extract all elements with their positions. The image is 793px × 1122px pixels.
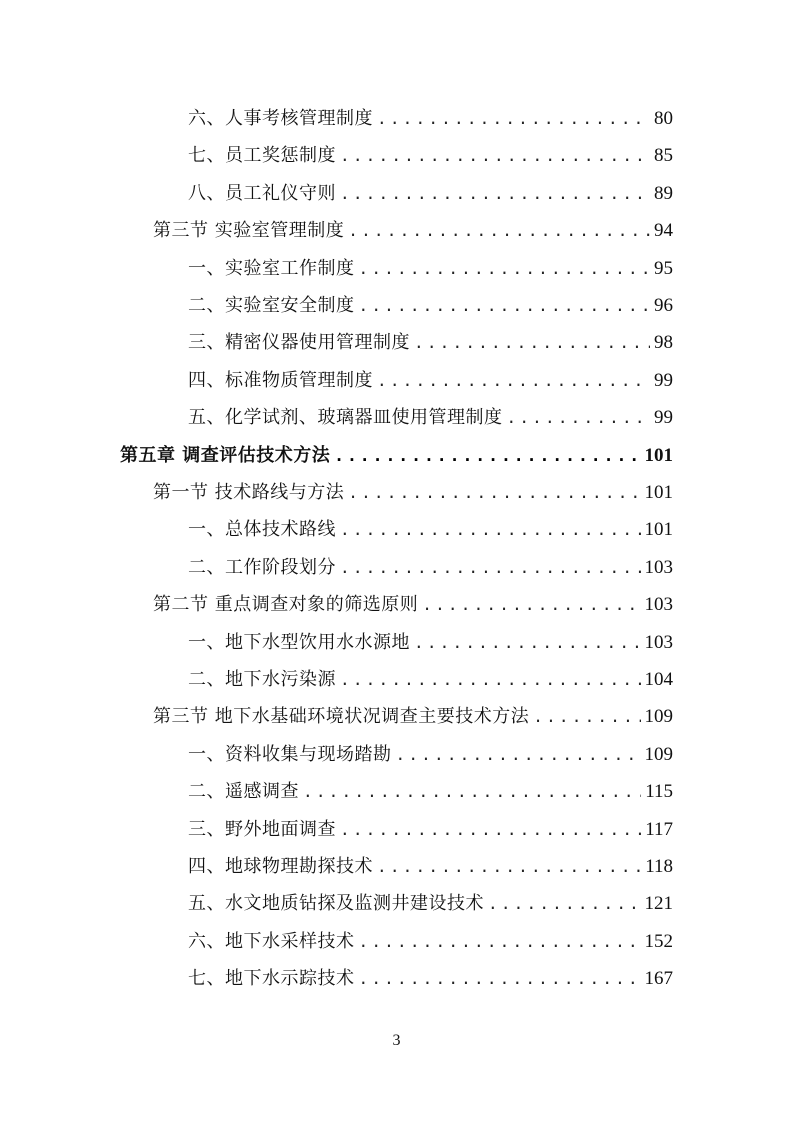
toc-entry-item[interactable]	[188, 250, 673, 287]
toc-entry-title: 二、地下水污染源	[188, 669, 336, 690]
toc-entry-item[interactable]	[188, 624, 673, 661]
toc-entry-title: 四、地球物理勘探技术	[188, 856, 373, 877]
toc-entry-page-number: 103	[644, 631, 673, 653]
dot-leader	[340, 661, 641, 698]
toc-entry-page-number: 80	[654, 108, 673, 129]
toc-entry-page-number: 96	[654, 295, 673, 316]
toc-entry-item[interactable]	[188, 848, 673, 885]
toc-entry-title: 三、野外地面调查	[188, 818, 336, 840]
toc-entry-page-number: 99	[654, 407, 673, 429]
toc-entry-title: 七、员工奖惩制度	[188, 145, 336, 167]
toc-entry-title: 一、地下水型饮用水水源地	[188, 631, 410, 653]
toc-entry-page-number: 109	[644, 706, 673, 728]
toc-entry-page-number: 109	[644, 743, 673, 765]
toc-entry-item[interactable]	[188, 661, 673, 698]
toc-entry-item[interactable]	[188, 923, 673, 960]
dot-leader	[422, 586, 640, 623]
toc-entry-title: 一、实验室工作制度	[188, 257, 355, 279]
dot-leader	[340, 811, 641, 848]
dot-leader	[359, 287, 651, 324]
toc-entry-item[interactable]	[188, 287, 673, 324]
dot-leader	[359, 923, 641, 960]
toc-entry-chapter[interactable]	[120, 437, 673, 474]
toc-entry-item[interactable]	[188, 811, 673, 848]
dot-leader	[507, 399, 651, 436]
dot-leader	[340, 549, 641, 586]
toc-entry-item[interactable]	[188, 885, 673, 922]
toc-entry-page-number: 94	[654, 220, 673, 242]
toc-entry-page-number: 101	[644, 519, 673, 541]
toc-entry-page-number: 152	[644, 930, 673, 952]
dot-leader	[348, 474, 640, 511]
toc-entry-section[interactable]	[153, 474, 673, 511]
toc-entry-page-number: 121	[644, 893, 673, 915]
dot-leader	[396, 736, 641, 773]
toc-entry-section[interactable]	[153, 698, 673, 735]
toc-entry-title: 五、化学试剂、玻璃器皿使用管理制度	[188, 407, 503, 429]
dot-leader	[414, 324, 650, 361]
toc-entry-title: 八、员工礼仪守则	[188, 182, 336, 204]
toc-entry-section[interactable]	[153, 586, 673, 623]
toc-entry-title: 二、实验室安全制度	[188, 295, 355, 316]
dot-leader	[377, 100, 650, 137]
dot-leader	[340, 511, 641, 548]
toc-entry-title: 三、精密仪器使用管理制度	[188, 332, 410, 354]
toc-entry-page-number: 101	[644, 444, 673, 466]
toc-entry-item[interactable]	[188, 399, 673, 436]
toc-entry-page-number: 98	[654, 332, 673, 354]
toc-entry-section[interactable]	[153, 212, 673, 249]
toc-entry-title: 二、工作阶段划分	[188, 556, 336, 578]
dot-leader	[414, 624, 641, 661]
toc-entry-page-number: 101	[644, 482, 673, 503]
toc-entry-title: 七、地下水示踪技术	[188, 968, 355, 990]
toc-entry-item[interactable]	[188, 137, 673, 174]
page-number: 3	[392, 1032, 401, 1049]
toc-entry-title: 四、标准物质管理制度	[188, 369, 373, 391]
toc-entry-title: 第二节 重点调查对象的筛选原则	[153, 594, 419, 616]
dot-leader	[533, 698, 640, 735]
toc-entry-title: 六、人事考核管理制度	[188, 108, 373, 129]
toc-entry-page-number: 89	[654, 182, 673, 204]
toc-entry-page-number: 95	[654, 257, 673, 279]
toc-entry-title: 第一节 技术路线与方法	[153, 482, 345, 503]
toc-entry-title: 第三节 实验室管理制度	[153, 220, 345, 242]
toc-entry-item[interactable]	[188, 175, 673, 212]
toc-entry-item[interactable]	[188, 960, 673, 997]
dot-leader	[359, 250, 651, 287]
toc-entry-page-number: 104	[644, 669, 673, 690]
dot-leader	[377, 362, 650, 399]
toc-entry-item[interactable]	[188, 549, 673, 586]
toc-entry-item[interactable]	[188, 736, 673, 773]
dot-leader	[348, 212, 650, 249]
dot-leader	[334, 437, 640, 474]
dot-leader	[359, 960, 641, 997]
toc-entry-page-number: 117	[645, 818, 673, 840]
toc-entry-title: 第三节 地下水基础环境状况调查主要技术方法	[153, 706, 530, 728]
toc-entry-title: 五、水文地质钻探及监测井建设技术	[188, 893, 484, 915]
toc-entry-title: 二、遥感调查	[188, 781, 299, 803]
toc-entry-title: 一、资料收集与现场踏勘	[188, 743, 392, 765]
dot-leader	[488, 885, 641, 922]
toc-entry-item[interactable]	[188, 362, 673, 399]
toc-entry-page-number: 85	[654, 145, 673, 167]
toc-entry-page-number: 99	[654, 369, 673, 391]
toc-entry-title: 六、地下水采样技术	[188, 930, 355, 952]
toc-entry-title: 一、总体技术路线	[188, 519, 336, 541]
toc-entry-page-number: 115	[645, 781, 673, 803]
toc-entry-item[interactable]	[188, 511, 673, 548]
dot-leader	[377, 848, 641, 885]
toc-entry-item[interactable]	[188, 324, 673, 361]
toc-entry-page-number: 103	[644, 556, 673, 578]
dot-leader	[340, 137, 650, 174]
toc-entry-item[interactable]	[188, 773, 673, 810]
toc-entry-title: 第五章 调查评估技术方法	[120, 444, 331, 466]
dot-leader	[303, 773, 641, 810]
toc-entry-page-number: 103	[644, 594, 673, 616]
dot-leader	[340, 175, 650, 212]
toc-entry-item[interactable]	[188, 100, 673, 137]
toc-entry-page-number: 118	[645, 856, 673, 877]
toc-entry-page-number: 167	[644, 968, 673, 990]
